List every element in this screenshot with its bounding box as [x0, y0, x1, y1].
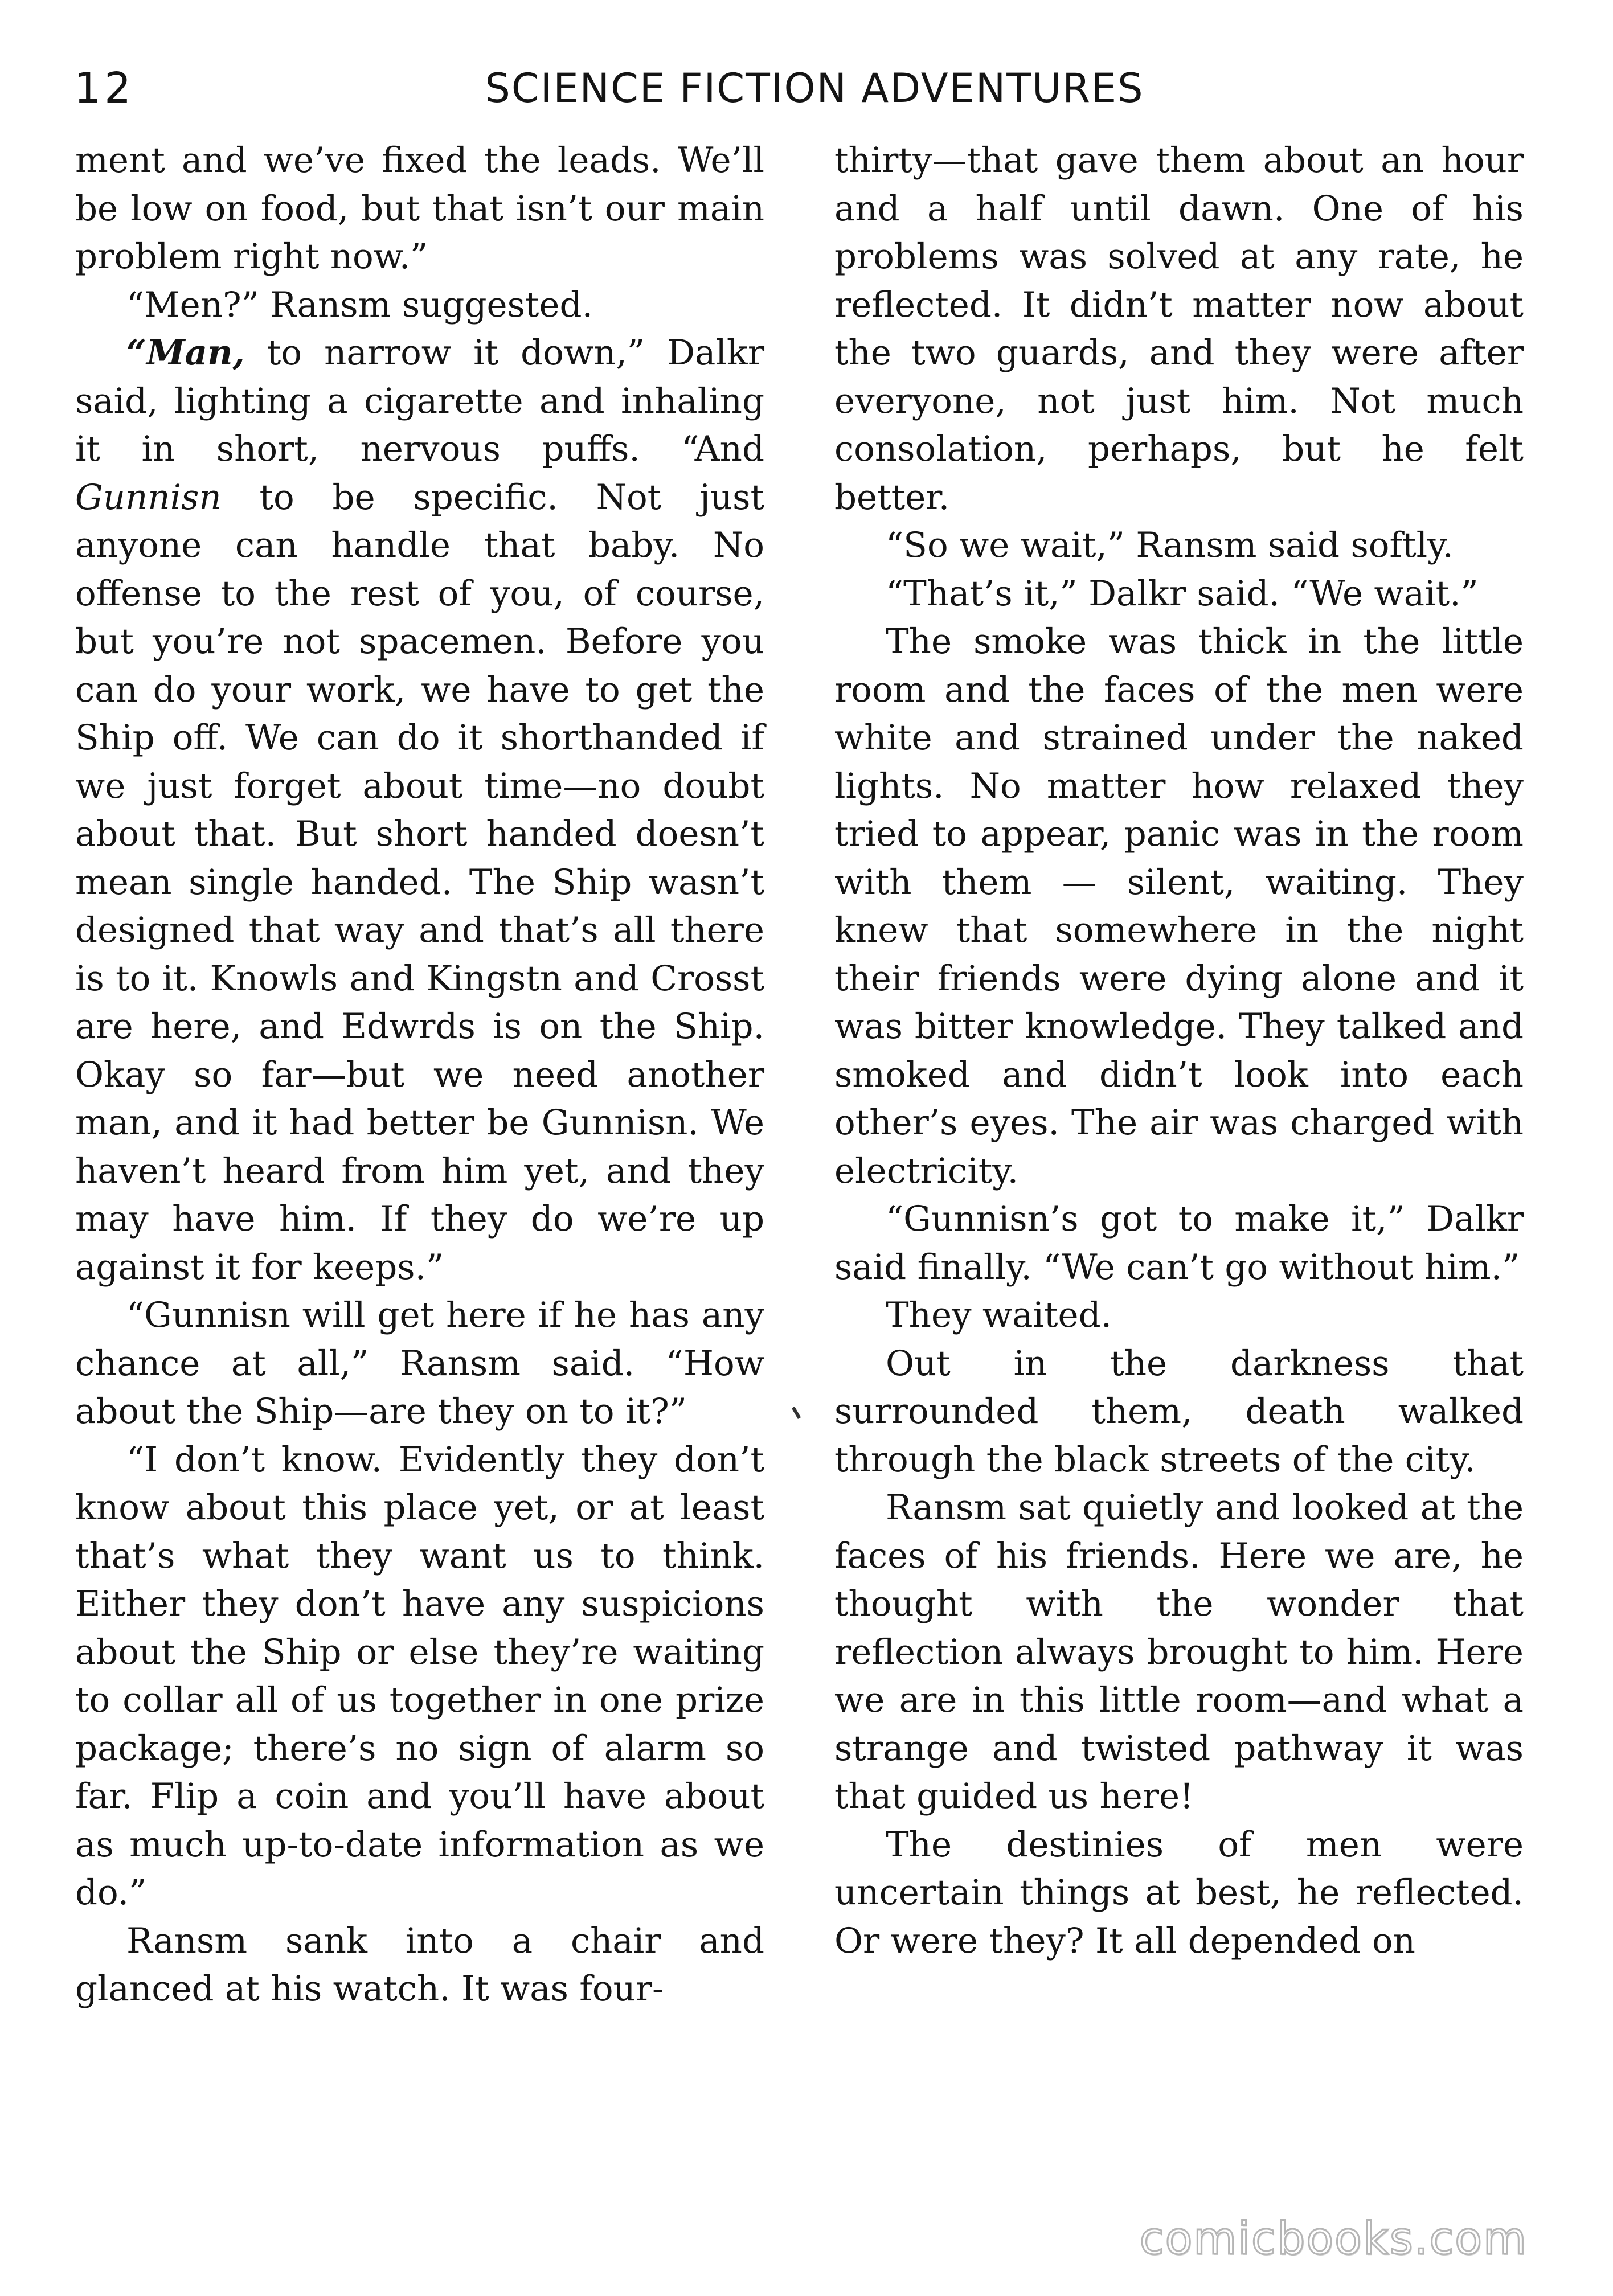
right-column: [834, 137, 1524, 1965]
running-head: SCIENCE FICTION ADVENTURES: [485, 65, 1144, 112]
watermark: comicbooks.com: [1139, 2213, 1528, 2265]
paragraph-text: to be specific. Not just anyone can handle that baby. No offense to the rest of you, of course, but you’re not spacemen. Before you can do your work, we have to get the Ship off. We can do it shorthanded if we just forget about time—no doubt about that. But short handed doesn’t mean single handed. The Ship wasn’t designed that way and that’s all there is to it. Knowls and Kingstn and Crosst are here, and Edwrds is on the Ship. Okay so far—but we need another man, and it had better be Gunnisn. We haven’t heard from him yet, and they may have him. If they do we’re up against it for keeps.”: [75, 477, 764, 1288]
paragraph: “So we wait,” Ransm said softly.: [886, 525, 1454, 565]
paragraph: They waited.: [886, 1295, 1112, 1335]
page-header: [0, 60, 1613, 117]
paragraph: The smoke was thick in the little room and the faces of the men were white and strained under the naked lights. No matter how relaxed they tried to appear, panic was in the room with them — silent, waiting. They knew that somewhere in the night their friends were dying alone and it was bitter knowledge. They talked and smoked and didn’t look into each other’s eyes. The air was charged with electricity.: [834, 621, 1524, 1191]
italic-text: “Man,: [126, 333, 245, 373]
paragraph: “I don’t know. Evidently they don’t know about this place yet, or at least that’s what they want us to think. Either they don’t have any suspicions about the Ship or else they’re waiting to collar all of us together in one prize package; there’s no sign of alarm so far. Flip a coin and you’ll have about as much up-to-date information as we do.”: [75, 1439, 764, 1913]
paragraph: ment and we’ve fixed the leads. We’ll be low on food, but that isn’t our main problem right now.”: [75, 140, 764, 277]
page-number: 12: [74, 64, 135, 113]
paragraph: Ransm sank into a chair and glanced at his watch. It was four-: [75, 1920, 764, 2009]
paragraph: [75, 329, 764, 1292]
print-speck: [792, 1407, 801, 1419]
paragraph: thirty—that gave them about an hour and a half until dawn. One of his problems was solved at any rate, he reflected. It didn’t matter now about the two guards, and they were after everyone, not just him. Not much consolation, perhaps, but he felt better.: [834, 140, 1524, 518]
paragraph: “That’s it,” Dalkr said. “We wait.”: [886, 573, 1479, 614]
paragraph: “Gunnisn will get here if he has any chance at all,” Ransm said. “How about the Ship—are they on to it?”: [75, 1295, 764, 1432]
paragraph-text: to narrow it down,” Dalkr said, lighting a cigarette and inhaling it in short, nervous puffs. “And: [75, 333, 764, 469]
left-column: [75, 137, 764, 2014]
paragraph: Out in the darkness that surrounded them, death walked through the black streets of the city.: [834, 1343, 1524, 1480]
italic-text: Gunnisn: [75, 477, 222, 518]
paragraph: “Gunnisn’s got to make it,” Dalkr said finally. “We can’t go without him.”: [834, 1199, 1524, 1288]
paragraph: The destinies of men were uncertain things at best, he reflected. Or were they? It all depended on: [834, 1824, 1524, 1961]
paragraph: Ransm sat quietly and looked at the faces of his friends. Here we are, he thought with the wonder that reflection always brought to him. Here we are in this little room—and what a strange and twisted pathway it was that guided us here!: [834, 1487, 1524, 1817]
paragraph: “Men?” Ransm suggested.: [126, 284, 593, 325]
